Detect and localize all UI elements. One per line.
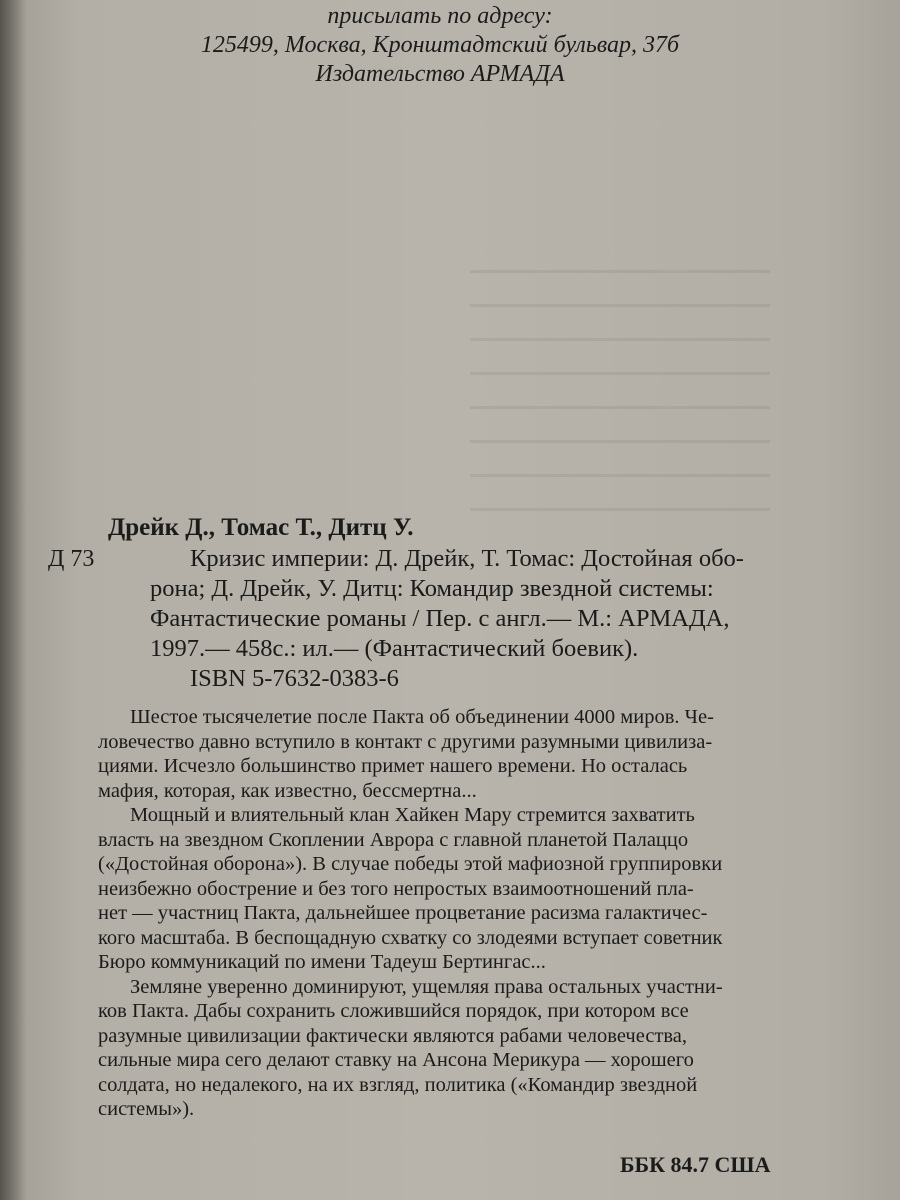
annotation-line: Мощный и влиятельный клан Хайкен Мару стремится захватить [130, 804, 695, 826]
annotation-line: сильные мира сего делают ставку на Ансона Мерикура — хорошего [98, 1049, 694, 1071]
spine-shadow [0, 0, 26, 1200]
annotation-line: власть на звездном Скоплении Аврора с главной планетой Палаццо [98, 828, 689, 851]
biblio-line: Фантастические романы / Пер. с англ.— М.: АРМАДА, [150, 605, 730, 632]
authors-heading: Дрейк Д., Томас Т., Дитц У. [108, 514, 414, 541]
address-line: 125499, Москва, Кронштадтский бульвар, 37б [200, 32, 680, 58]
annotation-line: мафия, которая, как известно, бессмертна... [98, 779, 477, 802]
publisher-address [180, 0, 700, 89]
bbk-index: ББК 84.7 США [620, 1152, 771, 1177]
annotation-line: Бюро коммуникаций по имени Тадеуш Бертингас... [98, 951, 546, 973]
annotation-line: системы»). [98, 1098, 195, 1120]
biblio-line: Кризис империи: Д. Дрейк, Т. Томас: Достойная обо- [190, 545, 744, 572]
annotation-line: кого масштаба. В беспощадную схватку со злодеями вступает советник [98, 926, 723, 949]
isbn-line: ISBN 5-7632-0383-6 [190, 665, 399, 692]
annotation-line: («Достойная оборона»). В случае победы этой мафиозной группировки [98, 853, 723, 875]
address-line: присылать по адресу: [327, 3, 553, 29]
bibliographic-description [150, 544, 800, 694]
annotation-line: ков Пакта. Дабы сохранить сложившийся порядок, при котором все [98, 1000, 689, 1022]
biblio-line: рона; Д. Дрейк, У. Дитц: Командир звездной системы: [150, 575, 714, 602]
annotation-line: Шестое тысячелетие после Пакта об объединении 4000 миров. Че- [130, 706, 714, 728]
annotation-line: солдата, но недалекого, на их взгляд, политика («Командир звездной [98, 1073, 698, 1096]
annotation-line: нет — участниц Пакта, дальнейшее процветание расизма галактичес- [98, 902, 708, 924]
address-line: Издательство АРМАДА [315, 61, 565, 87]
annotation-text [98, 705, 788, 1122]
bleed-through-text [470, 270, 770, 530]
annotation-line: неизбежно обострение и без того непростых взаимоотношений пла- [98, 877, 694, 900]
biblio-line: 1997.— 458с.: ил.— (Фантастический боевик). [150, 635, 639, 662]
annotation-line: Земляне уверенно доминируют, ущемляя права остальных участни- [130, 975, 723, 998]
annotation-line: циями. Исчезло большинство примет нашего времени. Но осталась [98, 755, 688, 777]
annotation-line: ловечество давно вступило в контакт с другими разумными цивилиза- [98, 730, 713, 753]
annotation-line: разумные цивилизации фактически являются рабами человечества, [98, 1024, 688, 1047]
catalog-code: Д 73 [48, 546, 95, 572]
